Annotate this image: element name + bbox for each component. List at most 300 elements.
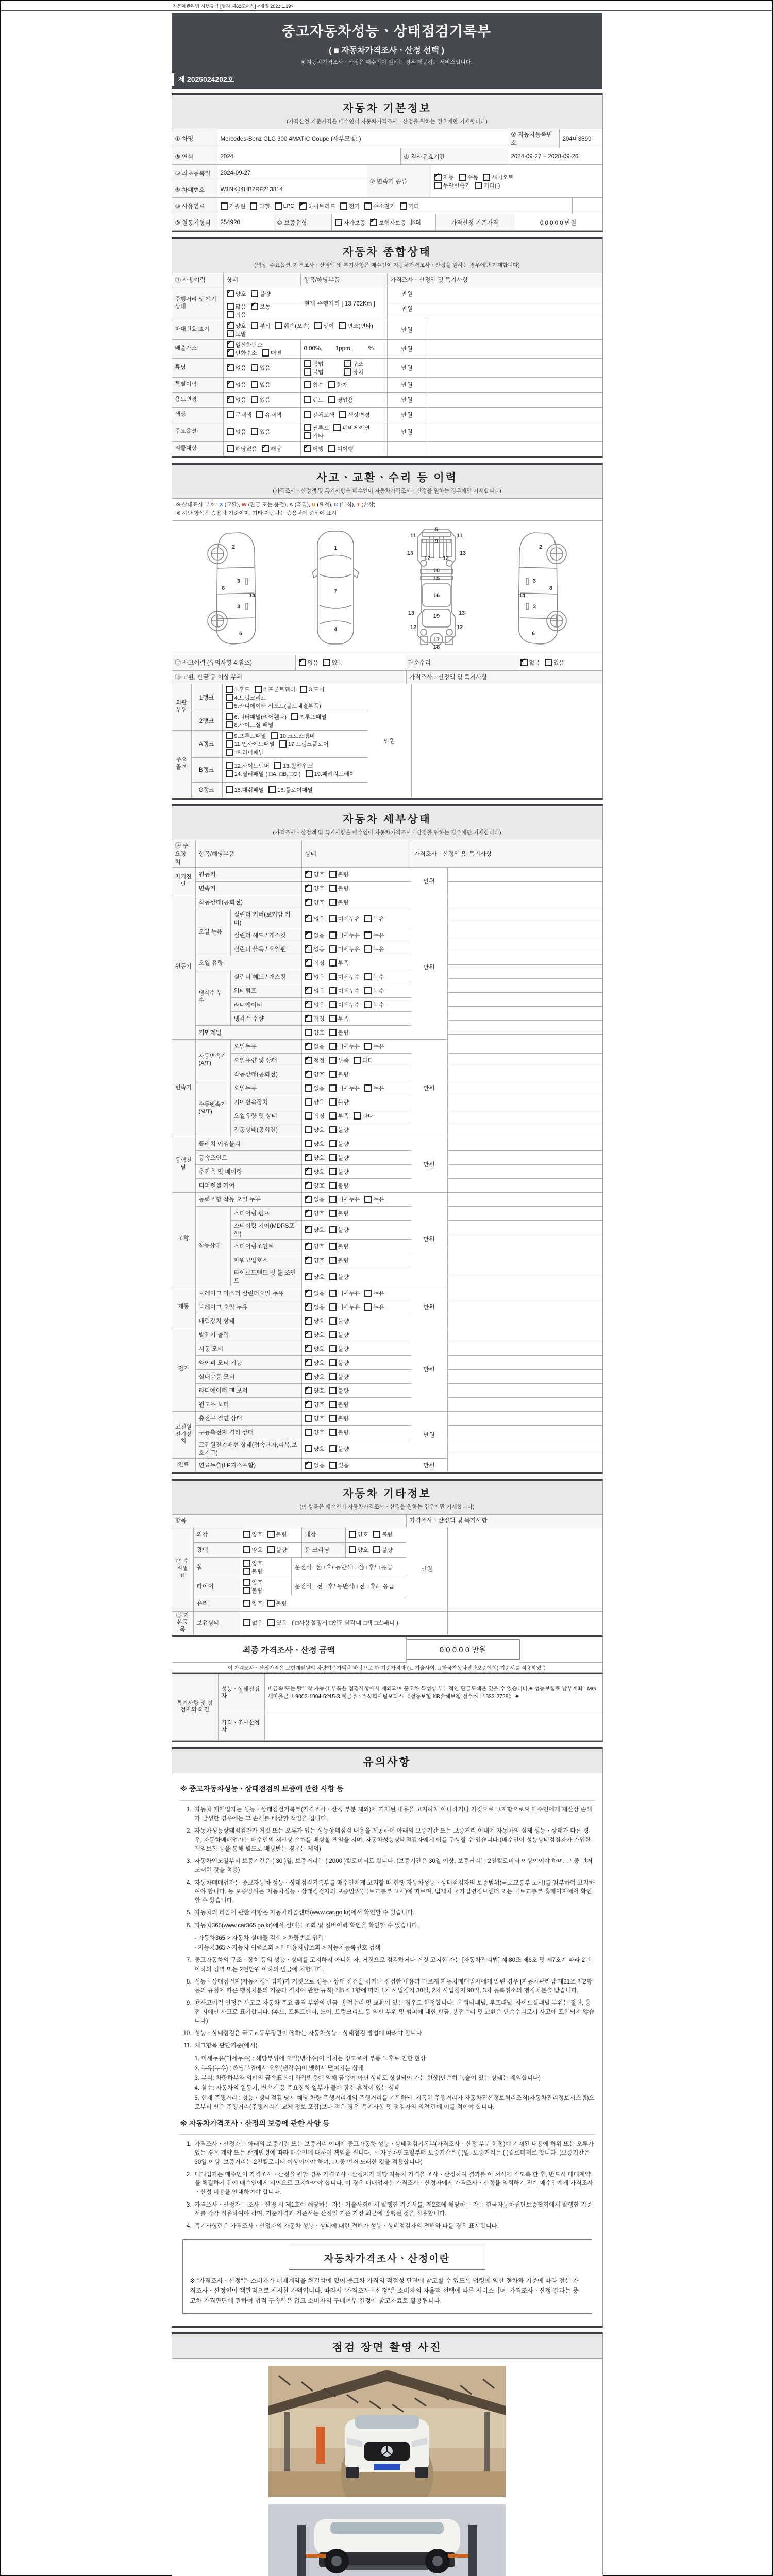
checkbox-양호[interactable]: ✔ 양호 [305,1400,325,1409]
checkbox-불량[interactable]: 불량 [329,1317,349,1325]
note-cell [427,378,602,393]
checkbox-미이행[interactable]: 미이행 [328,445,354,453]
checkbox-양호[interactable]: ✔ 양호 [305,1154,325,1162]
final-price-label: 최종 가격조사ㆍ산정 금액 [172,1637,407,1663]
checkbox-무단변속기[interactable]: 무단변속기 [434,181,470,190]
checkbox-양호[interactable]: ✔ 양호 [305,1345,325,1353]
final-price-note: 이 가격조사ㆍ산정가격은 보험개발원의 차량기준가액을 바탕으로 한 기준가격과 ( □ 기술사회, □ 한국자동차진단보증협회) 기준서를 적용하였음 [172,1663,602,1673]
checkbox-5.라디에이터 서포트(볼트체결부품)[interactable]: 5.라디에이터 서포트(볼트체결부품) [226,702,321,710]
checkbox-없음[interactable]: ✔ 없음 [227,381,246,389]
checkbox-상이[interactable]: 상이 [314,321,334,330]
document-column [172,13,602,2576]
state-options [302,1412,411,1426]
checkbox-box-icon [304,396,311,403]
checkbox-LPG[interactable]: LPG [275,202,295,210]
checkbox-도말[interactable]: 도말 [227,330,246,338]
checkbox-양호[interactable]: 양호 [305,1445,325,1453]
checkbox-색상변경[interactable]: 색상변경 [339,411,370,419]
checkbox-box-icon [255,686,262,693]
state-options [302,1300,411,1314]
checkbox-누유[interactable]: 누유 [364,1084,384,1092]
subitem-label: 실린더 블록 / 오일팬 [231,942,302,956]
checkbox-불량[interactable]: 불량 [329,1345,349,1353]
device-label: 고전원전기장치 [172,1412,196,1459]
note-cell [427,301,602,316]
checkbox-가솔린[interactable]: 가솔린 [221,202,246,210]
repair-options [240,1558,292,1577]
checkbox-미세누유[interactable]: 미세누유 [329,914,360,923]
checkbox-누유[interactable]: 누유 [364,1303,384,1311]
checkbox-없음[interactable]: ✔ 없음 [305,914,325,923]
note-cell [427,408,602,422]
checkbox-기타( )[interactable]: 기타( ) [475,181,500,190]
checkbox-부족[interactable]: 부족 [329,1056,349,1064]
checkbox-box-icon [304,381,311,388]
checkbox-19.패키지트레이[interactable]: 19.패키지트레이 [306,770,355,778]
checkbox-렌트[interactable]: 렌트 [304,396,324,404]
subitem-label: 작동상태(공회전) [231,1067,302,1081]
checkbox-양호[interactable]: ✔ 양호 [305,870,325,878]
checkbox-양호[interactable]: 양호 [349,1530,368,1538]
checkbox-하이브리드[interactable]: ✔ 하이브리드 [299,202,335,210]
checkbox-box-icon [243,1568,250,1575]
checkbox-부식[interactable]: 부식 [251,321,271,330]
checkbox-box-icon [349,1546,356,1553]
checkbox-침수[interactable]: 침수 [304,381,324,389]
checkbox-매연[interactable]: 매연 [262,349,281,357]
checkbox-있음[interactable]: 있음 [329,1461,349,1469]
checkbox-box-icon [400,202,407,210]
checkbox-양호[interactable]: 양호 [243,1530,263,1538]
checkbox-무채색[interactable]: 무채색 [227,411,252,419]
checkbox-부족[interactable]: 부족 [329,1014,349,1023]
checkbox-미세누수[interactable]: 미세누수 [329,1001,360,1009]
state-options [302,895,411,909]
checkbox-불량[interactable]: 불량 [329,1331,349,1339]
checkbox-누수[interactable]: 누수 [364,1001,384,1009]
checkbox-적정[interactable]: 적정 [305,1112,325,1120]
checkbox-불량[interactable]: 불량 [329,1226,349,1234]
checkbox-없음[interactable]: 없음 [305,1084,325,1092]
checkbox-불량[interactable]: 불량 [329,1273,349,1281]
item-options [301,422,388,442]
checkbox-box-icon [221,202,228,210]
checkbox-수소전기[interactable]: 수소전기 [364,202,395,210]
checkbox-세미오토[interactable]: 세미오토 [483,173,514,181]
checkbox-box-icon [305,1226,312,1233]
checkbox-양호[interactable]: 양호 [349,1546,368,1554]
accident-history-options [296,655,405,671]
checkbox-양호[interactable]: ✔ 양호 [227,321,246,330]
price-cell: 만원 [388,301,427,316]
item-label: 원동기 [196,868,302,882]
row-label: 배출가스 [172,340,224,359]
checkbox-불량[interactable]: 불량 [251,290,271,298]
checkbox-없음[interactable]: ✔ 없음 [305,1303,325,1311]
state-options [302,1439,411,1459]
state-options [302,1459,411,1472]
usage-history-header: ⑪ 사용이력 [172,273,224,286]
checkbox-양호[interactable]: 양호 [243,1559,263,1567]
checkbox-box-icon [329,1387,337,1394]
checkbox-불법[interactable]: 불법 [304,368,324,376]
checkbox-없음[interactable]: ✔ 없음 [305,1001,325,1009]
note-cell [448,1370,602,1384]
checkbox-4.트렁크리드[interactable]: 4.트렁크리드 [226,693,266,702]
vin-label: ⑥ 차대번호 [172,181,217,198]
notice-part-title: ※ 중고자동차성능ㆍ상태점검의 보증에 관한 사항 등 [179,1778,595,1801]
checkbox-불량[interactable]: 불량 [329,1414,349,1422]
checkbox-9.프론트패널[interactable]: 9.프론트패널 [226,732,266,740]
year-label: ③ 연식 [172,148,217,165]
checkbox-불량[interactable]: 불량 [329,1372,349,1381]
checkbox-미세누유[interactable]: 미세누유 [329,1042,360,1050]
checkbox-불량[interactable]: 불량 [329,1359,349,1367]
checkbox-이행[interactable]: ✔ 이행 [304,445,324,453]
checkbox-box-icon [305,1098,312,1106]
checkbox-화재[interactable]: 화재 [328,381,348,389]
checkbox-불량[interactable]: 불량 [267,1546,287,1554]
checkbox-탄화수소[interactable]: ✔ 탄화수소 [227,349,258,357]
checkbox-불량[interactable]: 불량 [329,1167,349,1176]
checkbox-7.루프패널[interactable]: 7.루프패널 [291,713,327,721]
checkbox-수동[interactable]: 수동 [459,173,478,181]
checkbox-양호[interactable]: ✔ 양호 [305,1167,325,1176]
subitem-label: 작동상태(공회전) [231,1123,302,1137]
checkbox-box-icon [305,1359,312,1366]
checkbox-있음[interactable]: 있음 [251,396,271,404]
checkbox-전체도색[interactable]: 전체도색 [304,411,335,419]
checkbox-13.휠하우스[interactable]: 13.휠하우스 [274,761,313,770]
checkbox-양호[interactable]: ✔ 양호 [305,1331,325,1339]
checkbox-불량[interactable]: 불량 [267,1599,287,1607]
checkbox-양호[interactable]: ✔ 양호 [305,898,325,906]
blank-cell [573,198,602,214]
state-options [302,1342,411,1356]
item-label: 와이퍼 모터 기능 [196,1356,302,1370]
checkbox-6.쿼터패널(리어휀다)[interactable]: 6.쿼터패널(리어휀다) [226,713,287,721]
checkbox-없음[interactable]: ✔ 없음 [227,396,246,404]
checkbox-없음[interactable]: 없음 [227,428,246,436]
checkbox-box-icon [226,686,233,693]
note-cell [448,909,602,923]
appraiser-label: 가격ㆍ조사산정자 [219,1713,265,1741]
reg-no-value: 204버3899 [560,129,602,148]
checkbox-불량[interactable]: 불량 [329,1428,349,1436]
item-label: 등속조인트 [196,1151,302,1165]
checkbox-불량[interactable]: 불량 [329,1256,349,1264]
repair-position-options: 운전석□전□ 후/ 동반석□ 전□ 후/□ 응급 [292,1558,407,1577]
checkbox-불량[interactable]: 불량 [243,1567,263,1575]
checkbox-자가보증[interactable]: 자가보증 [335,218,366,227]
checkbox-box-icon [226,713,233,720]
checkbox-양호[interactable]: 양호 [305,1140,325,1148]
checkbox-누유[interactable]: 누유 [364,1195,384,1204]
note-cell [448,1439,602,1453]
checkbox-없음[interactable]: ✔ 없음 [227,364,246,372]
checkbox-미세누유[interactable]: 미세누유 [329,1084,360,1092]
repair-position-options: 운전석□ 전□ 후/ 동반석□ 전□ 후/□ 응급 [292,1577,407,1596]
checkbox-없음[interactable]: ✔ 없음 [305,945,325,953]
checkbox-보통[interactable]: ✔ 보통 [251,302,271,311]
checkbox-기타[interactable]: 기타 [400,202,419,210]
checkbox-불량[interactable]: 불량 [329,1154,349,1162]
legend-note: ※ 하단 항목은 승용차 기준이며, 기타 자동차는 승용차에 준하여 표시 [176,510,337,516]
inspection-photo-underbody [268,2504,506,2576]
checkbox-불량[interactable]: 불량 [329,1126,349,1134]
checkbox-12.사이드멤버[interactable]: 12.사이드멤버 [226,761,270,770]
checkbox-네비게이션[interactable]: 네비게이션 [333,423,369,432]
checkbox-없음[interactable]: ✔ 없음 [305,1289,325,1297]
checkbox-없음[interactable]: ✔ 없음 [305,987,325,995]
checkbox-box-icon [251,428,258,435]
state-options [302,1426,411,1439]
checkbox-누유[interactable]: 누유 [364,914,384,923]
checkbox-16.플로어패널[interactable]: 16.플로어패널 [268,786,312,794]
checkbox-양호[interactable]: 양호 [243,1546,263,1554]
simple-repair-options [517,655,602,671]
checkbox-box-icon [305,1043,312,1050]
checkbox-누유[interactable]: 누유 [364,1289,384,1297]
checkbox-box-icon [329,973,337,980]
checkbox-구조[interactable]: 구조 [344,360,363,368]
final-price-blank [520,1637,602,1663]
checkbox-box-icon [227,303,234,310]
checkbox-양호[interactable]: ✔ 양호 [305,1181,325,1190]
checkbox-없음[interactable]: ✔ 없음 [305,1195,325,1204]
checkbox-box-icon [364,1303,372,1311]
checkbox-미세누수[interactable]: 미세누수 [329,973,360,981]
checkbox-훼손(오손)[interactable]: 훼손(오손) [275,321,310,330]
repair-options [240,1577,292,1596]
checkbox-불량[interactable]: 불량 [329,1181,349,1190]
subitem-label: 오일유량 및 상태 [231,1054,302,1067]
checkbox-box-icon [256,411,263,418]
checkbox-과다[interactable]: 과다 [354,1112,373,1120]
checkbox-양호[interactable]: ✔ 양호 [305,1242,325,1250]
notice-item: 10. 성능ㆍ상태점검은 국토교통부장관이 정하는 자동차성능ㆍ상태점검 방법에 따라야 합니다. [183,2030,424,2037]
checkbox-14.필러패널 ( □A, □B, □C )[interactable]: 14.필러패널 ( □A, □B, □C ) [226,770,301,778]
checkbox-box-icon [520,659,528,666]
checkbox-box-icon [305,915,312,922]
checkbox-많음[interactable]: 많음 [227,302,246,311]
checkbox-양호[interactable]: ✔ 양호 [227,290,246,298]
svg-text:13: 13 [408,609,414,616]
notice-subitem: 1. 미세누유(미세누수) : 해당부위에 오일(냉각수)이 비치는 정도로서 부품 노후로 인한 현상 [194,2055,426,2062]
checkbox-box-icon [329,1084,337,1092]
checkbox-있음[interactable]: 있음 [251,428,271,436]
checkbox-양호[interactable]: ✔ 양호 [305,884,325,892]
state-options [302,1026,411,1040]
checkbox-적법[interactable]: 적법 [304,360,324,368]
checkbox-8.사이드실 패널[interactable]: 8.사이드실 패널 [226,721,274,729]
checkbox-누유[interactable]: 누유 [364,931,384,939]
checkbox-있음[interactable]: 있음 [545,658,564,667]
checkbox-적정[interactable]: ✔ 적정 [305,1056,325,1064]
checkbox-미세누유[interactable]: 미세누유 [329,945,360,953]
checkbox-있음[interactable]: 있음 [323,658,343,667]
checkbox-15.대쉬패널[interactable]: 15.대쉬패널 [226,786,264,794]
checkbox-불량[interactable]: 불량 [329,1070,349,1078]
checkbox-적음[interactable]: 적음 [227,311,246,319]
note-cell [448,1081,602,1095]
checkbox-17.트렁크플로어[interactable]: 17.트렁크플로어 [279,740,329,748]
checkbox-box-icon [226,762,233,769]
checkbox-18.리어패널[interactable]: 18.리어패널 [226,748,264,756]
photo-area [172,2366,602,2576]
checkbox-양호[interactable]: 양호 [305,1414,325,1422]
checkbox-불량[interactable]: 불량 [267,1530,287,1538]
checkbox-미세누유[interactable]: 미세누유 [329,1289,360,1297]
checkbox-불량[interactable]: 불량 [329,1445,349,1453]
checkbox-변조(변타)[interactable]: 변조(변타) [339,321,373,330]
checkbox-불량[interactable]: 불량 [329,1242,349,1250]
checkbox-누수[interactable]: 누수 [364,973,384,981]
state-options [224,320,388,340]
checkbox-11.인사이드패널[interactable]: 11.인사이드패널 [226,740,275,748]
checkbox-부족[interactable]: 부족 [329,959,349,967]
checkbox-없음[interactable]: 없음 [243,1619,263,1627]
checkbox-부족[interactable]: 부족 [329,1112,349,1120]
checkbox-양호[interactable]: 양호 [305,1098,325,1106]
checkbox-미세누유[interactable]: 미세누유 [329,1195,360,1204]
note-cell [448,868,602,882]
checkbox-보험사보증[interactable]: ✔ 보험사보증 [370,218,406,227]
checkbox-양호[interactable]: 양호 [305,1028,325,1037]
checkbox-불량[interactable]: 불량 [329,1209,349,1217]
checkbox-없음[interactable]: ✔ 없음 [305,1042,325,1050]
checkbox-box-icon [305,1303,312,1311]
checkbox-양호[interactable]: ✔ 양호 [305,1386,325,1395]
checkbox-양호[interactable]: ✔ 양호 [305,1359,325,1367]
checkbox-없음[interactable]: ✔ 없음 [299,658,318,667]
device-price-cell: 만원 [411,1193,448,1286]
checkbox-10.크로스멤버[interactable]: 10.크로스멤버 [271,732,315,740]
checkbox-있음[interactable]: 있음 [251,381,271,389]
checkbox-전기[interactable]: 전기 [340,202,360,210]
checkbox-양호[interactable]: 양호 [243,1599,263,1607]
checkbox-box-icon [344,360,351,367]
checkbox-미세누수[interactable]: 미세누수 [329,987,360,995]
checkbox-box-icon [305,1429,312,1436]
price-cell [388,442,427,456]
price-cell: 만원 [388,359,427,378]
checkbox-box-icon [243,1587,250,1594]
checkbox-불량[interactable]: 불량 [243,1586,263,1595]
svg-text:16: 16 [433,592,440,599]
checkbox-양호[interactable]: ✔ 양호 [305,1317,325,1325]
checkbox-불량[interactable]: 불량 [329,898,349,906]
checkbox-불량[interactable]: 불량 [329,870,349,878]
checkbox-디젤[interactable]: 디젤 [250,202,270,210]
checkbox-해당[interactable]: ✔ 해당 [262,445,281,453]
device-price-cell: 만원 [411,1459,448,1472]
checkbox-누유[interactable]: 누유 [364,945,384,953]
note-cell [448,1426,602,1439]
checkbox-적정[interactable]: ✔ 적정 [305,1014,325,1023]
checkbox-불량[interactable]: 불량 [329,1400,349,1409]
checkbox-box-icon [304,411,311,418]
checkbox-불량[interactable]: 불량 [373,1530,393,1538]
checkbox-미세누유[interactable]: 미세누유 [329,931,360,939]
checkbox-box-icon [329,1243,337,1250]
price-cell: 만원 [388,378,427,393]
checkbox-양호[interactable]: ✔ 양호 [305,1256,325,1264]
checkbox-box-icon [329,915,337,922]
checkbox-일산화탄소[interactable]: ✔ 일산화탄소 [227,341,263,349]
checkbox-누유[interactable]: 누유 [364,1042,384,1050]
checkbox-자동[interactable]: ✔ 자동 [434,173,454,181]
checkbox-과다[interactable]: 과다 [354,1056,373,1064]
right-side-view [501,527,574,648]
checkbox-썬루프[interactable]: 썬루프 [304,423,329,432]
checkbox-불량[interactable]: 불량 [373,1546,393,1554]
checkbox-불량[interactable]: 불량 [329,884,349,892]
notice-item: 1. 가격조사ㆍ산정자는 아래의 보증기간 또는 보증거리 이내에 중고자동차 성능ㆍ상태점검기록부(가격조사ㆍ산정 부분 한정)에 기재된 내용에 허위 또는 오류가 있는 경우 계약 또는 관계법령에 따라 매수인에 대하여 책임을 집니다. ㆍ 자동차인도일부터 보증기간은 ( )일, 보증거리는 ( )킬로미터로 합니다. (보증기간은 30일 이상, 보증거리는 2천킬로미터 이상이어야 하며, 그 중 먼저 도래한 것을 적용합니다) [186,2141,594,2165]
checkbox-불량[interactable]: 불량 [329,1028,349,1037]
checkbox-불량[interactable]: 불량 [329,1098,349,1106]
checkbox-있음[interactable]: 있음 [267,1619,287,1627]
note-cell [448,882,602,895]
notice-item: 8. 성능ㆍ상태점검자(자동차정비업자)가 거짓으로 성능ㆍ상태 점검을 하거나 점검한 내용과 다르게 자동차매매업자에게 알린 경우 [자동차관리법 제21조 제2항 등의 규정에 따른 행정처분의 기준과 절차에 관한 규칙] 제5조 1항에 따라 1차 사업정지 30일, 2차 사업정지 90일, 3차 등록취소의 행정처분을 받습니다. [186,1978,592,1994]
checkbox-box-icon [333,424,341,431]
checkbox-box-icon [305,1345,312,1352]
checkbox-양호[interactable]: ✔ 양호 [305,1372,325,1381]
appraiser-remarks [265,1713,602,1741]
checkbox-양호[interactable]: 양호 [305,1126,325,1134]
checkbox-양호[interactable]: 양호 [243,1578,263,1586]
repair-price-cell: 만원 [407,1527,448,1612]
checkbox-양호[interactable]: ✔ 양호 [305,1226,325,1234]
section-notice-title: 유의사항 [363,1756,411,1768]
checkbox-유채색[interactable]: 유채색 [256,411,281,419]
row-label: 색상 [172,408,224,422]
checkbox-양호[interactable]: 양호 [305,1428,325,1436]
checkbox-양호[interactable]: ✔ 양호 [305,1273,325,1281]
checkbox-없음[interactable]: ✔ 없음 [520,658,540,667]
checkbox-2.프론트휀더[interactable]: 2.프론트휀더 [255,685,295,693]
notice-subitem: - 자동차365 > 자동차 이력조회 > 매매용차량조회 > 자동차등록번호 검색 [194,1945,381,1951]
checkbox-양호[interactable]: ✔ 양호 [305,1070,325,1078]
checkbox-미세누유[interactable]: 미세누유 [329,1303,360,1311]
checkbox-box-icon [227,381,234,388]
checkbox-장치[interactable]: 장치 [344,368,363,376]
price-header: 가격조사ㆍ산정액 및 특기사항 [388,273,602,286]
final-price-value: 0 0 0 0 0 만원 [407,1639,520,1660]
checkbox-없음[interactable]: ✔ 없음 [305,1461,325,1469]
checkbox-1.후드[interactable]: 1.후드 [226,685,250,693]
checkbox-영업용[interactable]: 영업용 [328,396,354,404]
checkbox-box-icon [251,381,258,388]
checkbox-적정[interactable]: ✔ 적정 [305,959,325,967]
state-options [302,1384,411,1398]
checkbox-3.도어[interactable]: 3.도어 [300,685,324,693]
checkbox-있음[interactable]: 있음 [251,364,271,372]
checkbox-해당없음[interactable]: 해당없음 [227,445,258,453]
checkbox-불량[interactable]: 불량 [329,1140,349,1148]
notice-item: 1. 자동차 매매업자는 성능ㆍ상태점검기록부(가격조사ㆍ산정 부분 제외)에 기재된 내용을 고지하지 아니하거나 거짓으로 고지함으로써 매수인에게 재산상 손해가 발생한 경우에는 그 손해를 배상할 책임을 집니다. [186,1806,592,1822]
checkbox-없음[interactable]: ✔ 없음 [305,973,325,981]
checkbox-양호[interactable]: ✔ 양호 [305,1209,325,1217]
checkbox-box-icon [304,432,311,439]
checkbox-기타[interactable]: 기타 [304,432,324,440]
exchange-label: ⑬ 교환, 판금 등 이상 부위 [172,671,407,684]
car-panel-diagrams [172,521,602,655]
checkbox-없음[interactable]: ✔ 없음 [305,931,325,939]
state-options [224,359,301,378]
checkbox-불량[interactable]: 불량 [329,1386,349,1395]
checkbox-누수[interactable]: 누수 [364,987,384,995]
